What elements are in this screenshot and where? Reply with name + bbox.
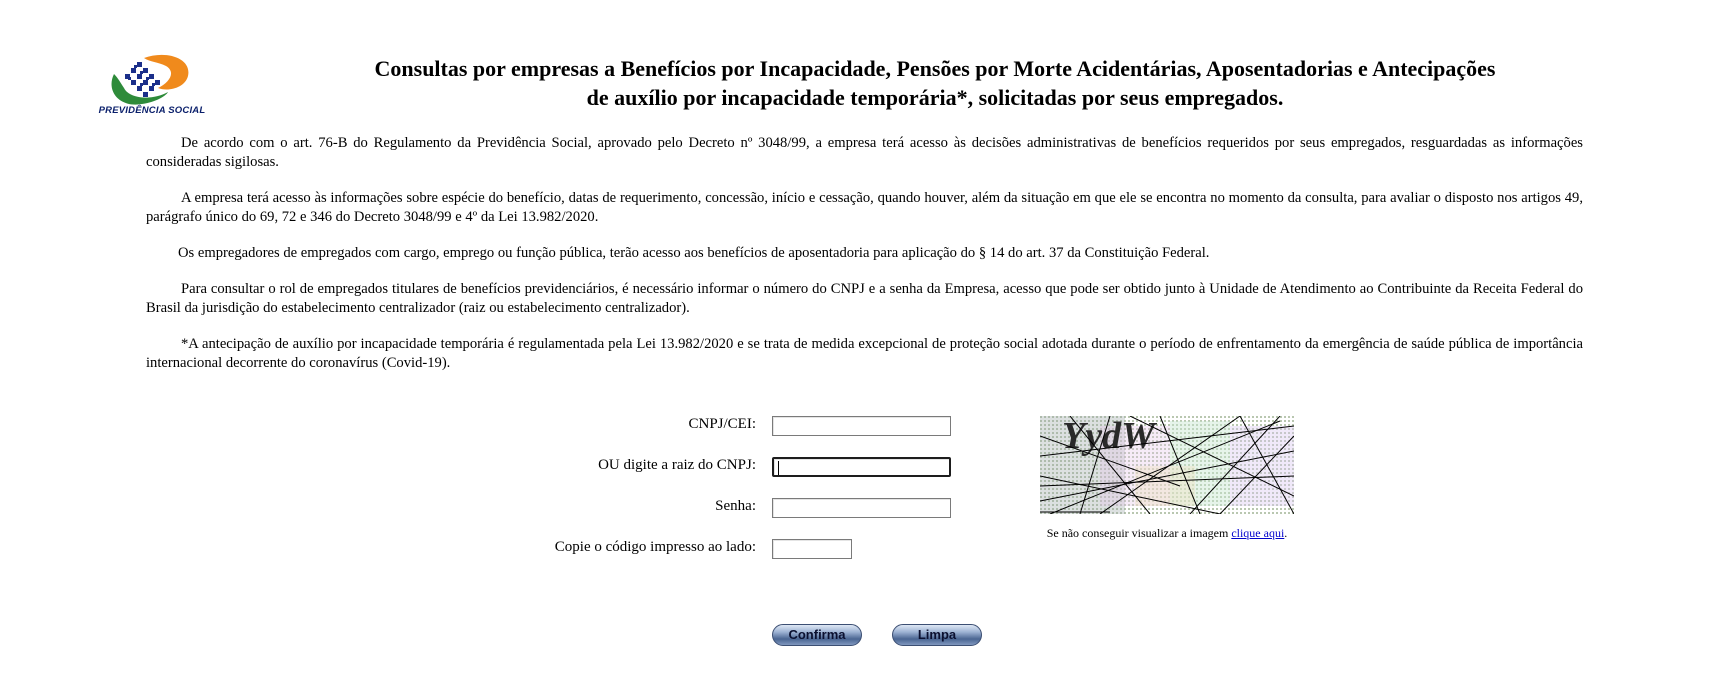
logo-text: PREVIDÊNCIA SOCIAL: [98, 105, 206, 116]
title-line-2: de auxílio por incapacidade temporária*, solicitadas por seus empregados.: [586, 85, 1284, 110]
raiz-cnpj-input[interactable]: [772, 457, 951, 477]
cnpj-cei-input[interactable]: [772, 416, 951, 436]
codigo-label: Copie o código impresso ao lado:: [554, 539, 756, 555]
limpa-button[interactable]: Limpa: [892, 624, 982, 646]
paragraph-3: Os empregadores de empregados com cargo, emprego ou função pública, terão acesso aos benefícios de aposentadoria para aplicação do § 14 do art. 37 da Constituição Federal.: [178, 245, 1210, 261]
codigo-input[interactable]: [772, 539, 852, 559]
captcha-text: YydW: [1062, 416, 1155, 457]
captcha-image: [1040, 416, 1294, 514]
paragraph-2: A empresa terá acesso às informações sobre espécie do benefício, datas de requerimento, concessão, início e cessação, quando houver, além da situação em que ele se encontra no momento da consulta, para avaliar o disposto nos artigos 49, parágrafo único do 69, 72 e 346 do Decreto 3048/99 e 4º da Lei 13.982/2020.: [146, 190, 1583, 225]
info-text: [146, 134, 1583, 390]
captcha-help-text: Se não conseguir visualizar a imagem: [1046, 526, 1232, 540]
title-line-1: Consultas por empresas a Benefícios por Incapacidade, Pensões por Morte Acidentárias, Aposentadorias e Antecipações: [374, 56, 1496, 81]
confirma-button[interactable]: Confirma: [772, 624, 862, 646]
raiz-cnpj-label: OU digite a raiz do CNPJ:: [598, 457, 756, 473]
paragraph-1: De acordo com o art. 76-B do Regulamento da Previdência Social, aprovado pelo Decreto nº 3048/99, a empresa terá acesso às decisões administrativas de benefícios requeridos por seus empregados, resguardadas as informações consideradas sigilosas.: [146, 135, 1583, 170]
paragraph-4: Para consultar o rol de empregados titulares de benefícios previdenciários, é necessário informar o número do CNPJ e a senha da Empresa, acesso que pode ser obtido junto à Unidade de Atendimento ao Contribuinte da Receita Federal do Brasil da jurisdição do estabelecimento centralizador (raiz ou estabelecimento centralizador).: [146, 281, 1583, 316]
senha-label: Senha:: [715, 498, 756, 514]
text-caret: [778, 461, 779, 475]
captcha-refresh-link[interactable]: clique aqui: [1231, 526, 1285, 540]
page-title: [300, 54, 1570, 112]
captcha-help-suffix: .: [1284, 526, 1288, 540]
paragraph-5: *A antecipação de auxílio por incapacidade temporária é regulamentada pela Lei 13.982/2020 e se trata de medida excepcional de proteção social adotada durante o período de enfrentamento da emergência de saúde pública de importância internacional decorrente do coronavírus (Covid-19).: [146, 336, 1583, 371]
cnpj-cei-label: CNPJ/CEI:: [688, 416, 756, 432]
captcha-help: [1040, 526, 1294, 541]
senha-input[interactable]: [772, 498, 951, 518]
